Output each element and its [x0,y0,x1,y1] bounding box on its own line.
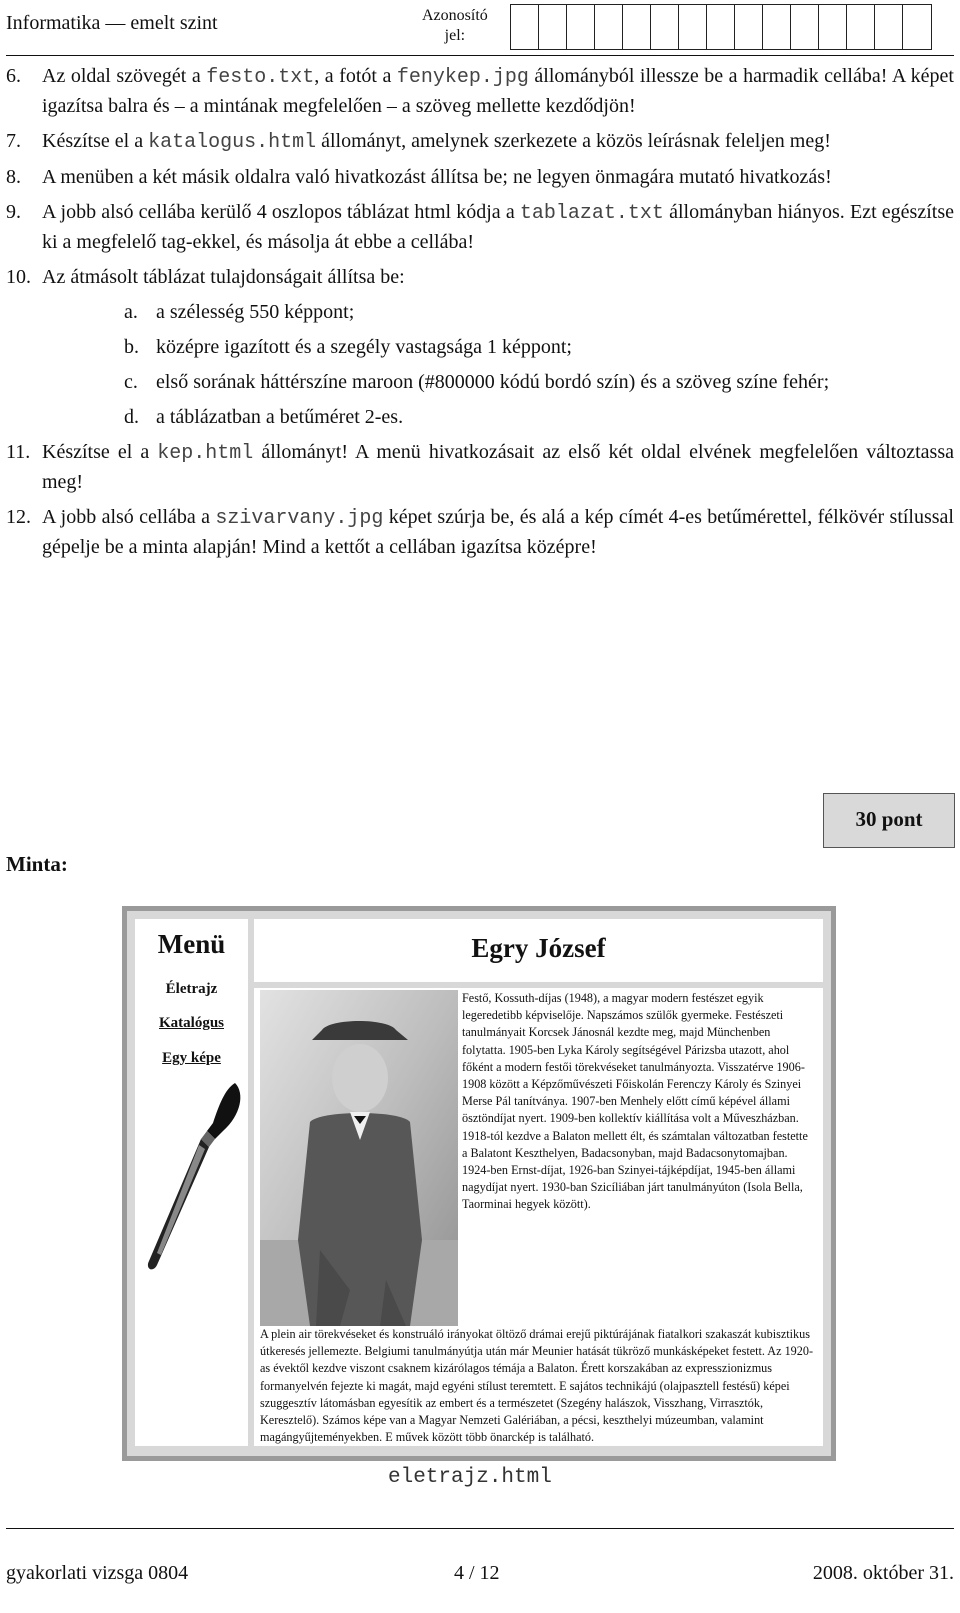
footer-left: gyakorlati vizsga 0804 [6,1562,189,1584]
sample-menu-title: Menü [157,929,226,959]
points-box: 30 pont [823,793,955,848]
subitem-b: b. középre igazított és a szegély vastagsága 1 képpont; [124,336,572,358]
footer-date: 2008. október 31. [812,1562,954,1584]
task-list [6,62,954,568]
subitem-c: c. első sorának háttérszíne maroon (#800000 kódú bordó szín) és a szöveg színe fehér; [124,371,830,393]
footer-rule [6,1528,954,1529]
id-boxes [510,4,932,50]
portrait-photo [260,990,458,1326]
sample-menu-item-katalogus[interactable]: Katalógus [158,1015,224,1031]
task-item-6: 6. Az oldal szövegét a festo.txt, a fotót a fenykep.jpg állományból illessze be a harmadik cellába! A képet igazítsa balra és – a mintának megfelelően – a szöveg mellette kezdődjön! [6,65,954,117]
sample-screenshot [122,906,836,1461]
sample-menu-cell [135,919,248,1446]
paintbrush-icon [145,1079,245,1279]
footer-page-number: 4 / 12 [454,1562,500,1584]
id-label [422,6,488,46]
sample-menu-item-egy-kepe[interactable]: Egy képe [162,1050,221,1066]
subitem-a: a. a szélesség 550 képpont; [124,301,355,323]
bio-text-bottom: A plein air törekvéseket és konstruáló irányokat öltöző drámai erejű piktúrájának fiatalkori szakaszát kubisztikus útkeresés jellemezte. Belgiumi tanulmányútja után már Meunier hatását tükröző munkásképeket festett. Az 1920-as évektől kezdve viszont csaknem kizárólagos témája a Balaton. Érett korszakában az expresszionizmus formanyelvén fejezte ki magát, majd egyéni stílust teremtett. E sajátos technikájú (olajpasztell festésű) képei szuggesztív látomásban egyesítik az embert és a természetet (Szegény halászok, Visszhang, Virrasztók, Keresztelő). Számos képe van a Magyar Nemzeti Galériában, a pécsi, keszthelyi múzeumban, valamint magángyűjteményekben. E művek között több önarckép is található. [260,1327,814,1445]
bio-text-side: Festő, Kossuth-díjas (1948), a magyar modern festészet egyik legeredetibb képviselője. Napszámos szülők gyermeke. Festészeti tanulmányait Korcsek Jánosnál kezdte meg, majd Münchenben folytatta. 1905-ben Lyka Károly segítségével Párizsba utazott, ahol főként a modern festői törekvéseket tanulmányozta. Visszatérve 1906-1908 között a Képzőművészeti Főiskolán Ferenczy Károly és Szinyei Merse Pál tanítványa. 1907-ben Menhely előtt című képével állami ösztöndíjat nyert. 1909-ben kollektív kiállítása volt a Műveszházban. 1918-tól kezdve a Balaton mellett élt, és számtalan változatban festette a Balatont Keszthelyen, Badacsonyban, majd Badacsonytomajban. 1924-ben Ernst-díjat, 1926-ban Szinyei-tájképdíjat, 1945-ben állami nagydíjat nyert. 1930-ban Szicíliában járt tanulmányúton (Isola Bella, Taorminai hegyek között). [462,991,808,1212]
header-title: Informatika — emelt szint [6,12,218,34]
sample-caption: eletrajz.html [388,1466,552,1489]
id-label-line-1: Azonosító [422,7,488,24]
task-item-9: 9. A jobb alsó cellába kerülő 4 oszlopos táblázat html kódja a tablazat.txt állományban hiányos. Ezt egészítse ki a megfelelő tag-ekkel, és másolja át ebbe a cellába! [6,201,954,253]
sample-title-cell [254,919,823,982]
task-item-10: 10. Az átmásolt táblázat tulajdonságait állítsa be: [6,266,405,288]
page-header [0,0,960,55]
task-item-11: 11. Készítse el a kep.html állományt! A menü hivatkozásait az első két oldal elvének megfelelően változtassa meg! [6,441,954,493]
subitem-d: d. a táblázatban a betűméret 2-es. [124,406,404,428]
sample-body-cell [254,988,823,1446]
sample-page-title: Egry József [471,933,606,963]
task-item-7: 7. Készítse el a katalogus.html állományt, amelynek szerkezete a közös leírásnak feleljen meg! [6,130,831,154]
header-rule [6,55,954,56]
minta-label: Minta: [6,852,68,876]
task-item-12: 12. A jobb alsó cellába a szivarvany.jpg képet szúrja be, és alá a kép címét 4-es betűmérettel, félkövér stílussal gépelje be a minta alapján! Mind a kettőt a cellában igazítsa középre! [6,506,954,558]
sample-menu-item-eletrajz: Életrajz [165,981,218,997]
id-label-line-2: jel: [444,27,466,44]
task-item-8: 8. A menüben a két másik oldalra való hivatkozást állítsa be; ne legyen önmagára mutató hivatkozás! [6,166,832,188]
